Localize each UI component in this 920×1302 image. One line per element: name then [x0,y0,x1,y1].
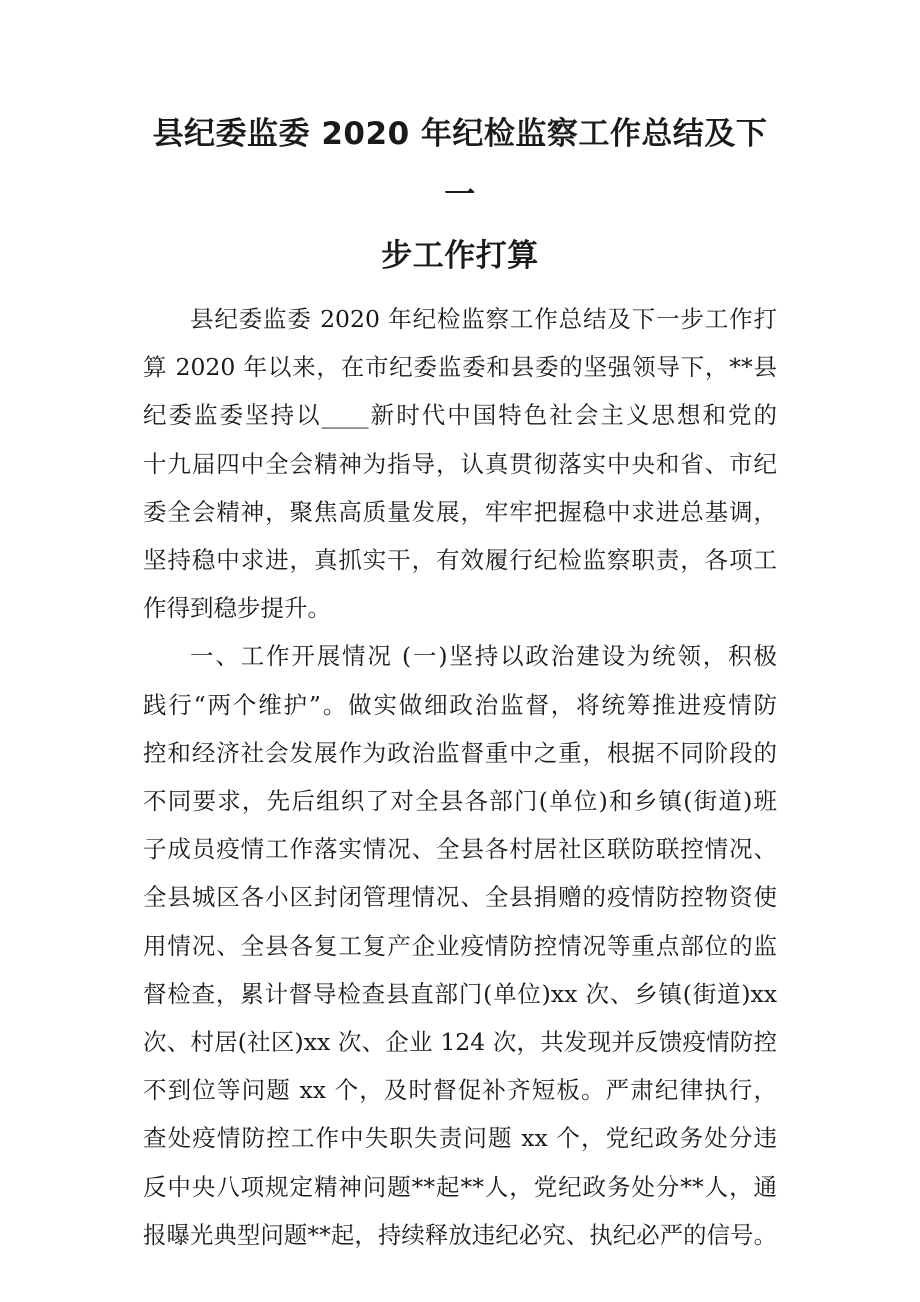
text-line: 委全会精神，聚焦高质量发展，牢牢把握稳中求进总基调， [143,497,777,526]
text-line: 全县城区各小区封闭管理情况、全县捐赠的疫情防控物资使 [143,883,777,912]
text-line: 坚持稳中求进，真抓实干，有效履行纪检监察职责，各项工 [143,546,777,575]
document-title [143,104,777,287]
text-line: 十九届四中全会精神为指导，认真贯彻落实中央和省、市纪 [143,449,777,478]
text-line: 督检查，累计督导检查县直部门(单位)xx 次、乡镇(街道)xx [143,979,777,1008]
text-line: 一、工作开展情况 (一)坚持以政治建设为统领，积极 [190,642,777,671]
text-line: 不到位等问题 xx 个，及时督促补齐短板。严肃纪律执行， [143,1076,777,1105]
intro-paragraph [143,295,777,632]
text-line: 作得到稳步提升。 [143,594,331,623]
text-line: 子成员疫情工作落实情况、全县各村居社区联防联控情况、 [143,835,777,864]
text-line: 纪委监委坚持以____新时代中国特色社会主义思想和党的 [143,401,777,430]
text-line: 报曝光典型问题**起，持续释放违纪必究、执纪必严的信号。 [143,1220,777,1249]
text-line: 算 2020 年以来，在市纪委监委和县委的坚强领导下，**县 [143,353,777,382]
text-line: 践行“两个维护”。做实做细政治监督，将统筹推进疫情防 [143,690,777,719]
title-line: 县纪委监委 2020 年纪检监察工作总结及下一 [152,116,768,213]
text-line: 不同要求，先后组织了对全县各部门(单位)和乡镇(街道)班 [143,787,777,816]
text-line: 次、村居(社区)xx 次、企业 124 次，共发现并反馈疫情防控 [143,1028,777,1057]
text-line: 县纪委监委 2020 年纪检监察工作总结及下一步工作打 [190,305,777,333]
title-line: 步工作打算 [381,238,539,274]
section-one-paragraph [143,632,777,1259]
text-line: 反中央八项规定精神问题**起**人，党纪政务处分**人，通 [143,1172,777,1201]
text-line: 控和经济社会发展作为政治监督重中之重，根据不同阶段的 [143,738,777,767]
text-line: 用情况、全县各复工复产企业疫情防控情况等重点部位的监 [143,931,777,960]
text-line: 查处疫情防控工作中失职失责问题 xx 个，党纪政务处分违 [143,1124,777,1153]
